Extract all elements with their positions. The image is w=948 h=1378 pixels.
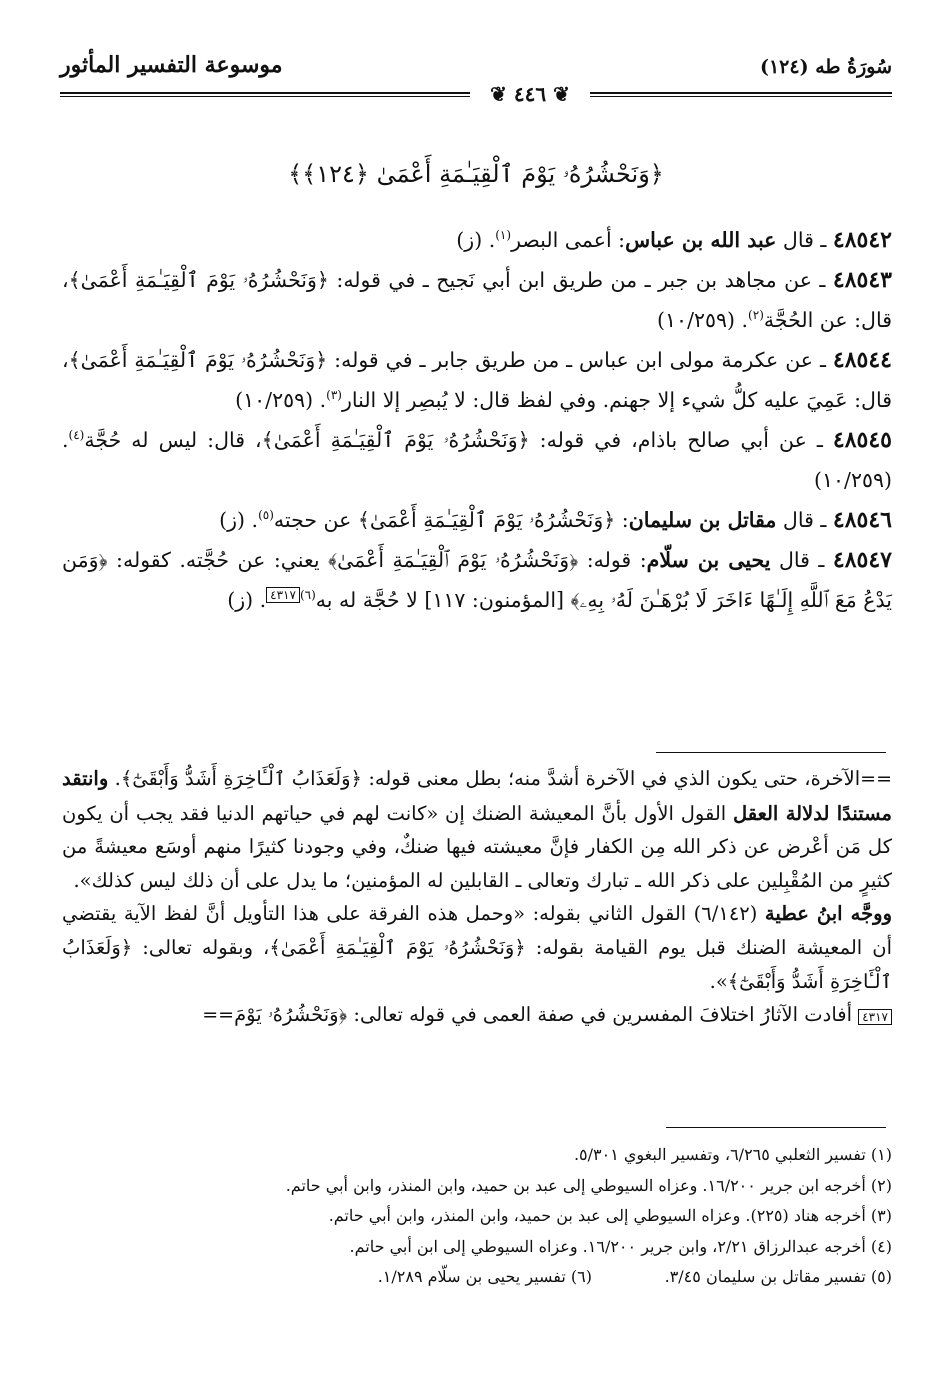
narration-entry bbox=[62, 220, 892, 260]
narration-source: . (١٠/٢٥٩) bbox=[235, 388, 327, 412]
page-number-text: ٤٤٦ bbox=[513, 82, 547, 106]
narrator-name: مقاتل بن سليمان bbox=[628, 508, 777, 532]
narration-number: ٤٨٥٤٤ bbox=[832, 347, 892, 373]
narrator-name: عبد الله بن عباس bbox=[625, 228, 777, 252]
footnote: (٥) تفسير مقاتل بن سليمان ٣/٤٥. bbox=[664, 1267, 892, 1286]
verse-heading: ﴿وَنَحْشُرُهُۥ يَوْمَ ٱلْقِيَـٰمَةِ أَعْمَىٰ ﴿١٢٤﴾﴾ bbox=[288, 160, 664, 188]
footnote-marker[interactable]: (٢) bbox=[748, 308, 764, 323]
footnote: (٦) تفسير يحيى بن سلّام ١/٢٨٩. bbox=[377, 1267, 592, 1286]
narration-text: : قوله: ﴿وَنَحْشُرُهُۥ يَوْمَ ٱلْقِيَـٰمَةِ أَعْمَىٰ﴾ يعني: عن حُجَّته. كقوله: ﴿وَمَن يَدْعُ مَعَ ٱللَّهِ إِلَـٰهًا ءَاخَرَ لَا بُرْهَـٰنَ لَهُۥ بِهِۦ﴾ [المؤمنون: ١١٧] لا حُجَّة له به bbox=[62, 548, 892, 612]
narration-entry bbox=[62, 500, 892, 540]
footnote-marker[interactable]: (٥) bbox=[258, 508, 274, 523]
ornament-icon: ❦ bbox=[490, 82, 514, 106]
narration-text: ـ قال bbox=[770, 548, 833, 572]
page-number bbox=[470, 82, 590, 106]
commentary-paragraph bbox=[62, 998, 892, 1033]
footnote: (١) تفسير الثعلبي ٦/٢٦٥، وتفسير البغوي ٥/٣٠١. bbox=[573, 1145, 892, 1164]
narrations bbox=[62, 220, 892, 620]
narration-source: . (١٠/٢٥٩) bbox=[657, 308, 749, 332]
narrator-name: يحيى بن سلّام bbox=[646, 548, 771, 572]
ornament-icon: ❦ bbox=[546, 82, 570, 106]
narration-source: . (ز) bbox=[219, 508, 259, 532]
narration-number: ٤٨٥٤٢ bbox=[832, 227, 892, 253]
book-title: موسوعة التفسير المأثور bbox=[60, 52, 283, 78]
narration-number: ٤٨٥٤٦ bbox=[832, 507, 892, 533]
narration-entry bbox=[62, 340, 892, 420]
footnote-marker[interactable]: (٣) bbox=[326, 388, 342, 403]
footnotes bbox=[62, 1140, 892, 1293]
narration-number: ٤٨٥٤٧ bbox=[832, 547, 892, 573]
commentary-paragraph bbox=[62, 762, 892, 897]
narration-text: ـ قال bbox=[776, 508, 833, 532]
commentary-ref-box[interactable]: ٤٣١٧ bbox=[858, 1009, 892, 1025]
footnote: (٢) أخرجه ابن جرير ١٦/٢٠٠. وعزاه السيوطي إلى عبد بن حميد، وابن المنذر، وابن أبي حاتم. bbox=[285, 1175, 892, 1195]
footnote-marker[interactable]: (٦) bbox=[299, 588, 316, 603]
narration-text: ـ عن أبي صالح باذام، في قوله: ﴿وَنَحْشُرُهُۥ يَوْمَ ٱلْقِيَـٰمَةِ أَعْمَىٰ﴾، قال: ليس له حُجَّة bbox=[84, 428, 833, 452]
narration-number: ٤٨٥٤٣ bbox=[832, 267, 892, 293]
commentary-bold: ووجَّه ابنُ عطية bbox=[764, 902, 892, 926]
narration-source: . (١٠/٢٥٩) bbox=[62, 428, 892, 492]
footnote: (٣) أخرجه هناد (٢٢٥). وعزاه السيوطي إلى عبد بن حميد، وابن المنذر، وابن أبي حاتم. bbox=[328, 1206, 892, 1225]
commentary-bold: وانتقد مستندًا لدلالة العقل bbox=[62, 767, 892, 825]
commentary bbox=[62, 762, 892, 1033]
narration-text: ـ قال bbox=[776, 228, 833, 252]
narration-text: ـ عن عكرمة مولى ابن عباس ـ من طريق جابر ـ في قوله: ﴿وَنَحْشُرُهُۥ يَوْمَ ٱلْقِيَـٰمَةِ أَعْمَىٰ﴾، قال: عَمِيَ عليه كلُّ شيء إلا جهنم. وفي لفظ قال: لا يُبصِر إلا النار bbox=[62, 348, 892, 412]
commentary-text: القول الأول بأنَّ المعيشة الضنك إن «كانت لهم في حياتهم الدنيا فقد يجب أن يكون كل مَن أعْرض عن ذكر الله مِن الكفار فإنَّ معيشته فيها ضنكٌ، وفي وجودنا كثيرًا منهم أوسَع معيشةً من كثيرٍ من المُقْبِلين على ذكر الله ـ تبارك وتعالى ـ القابلين له المؤمنين؛ ما يدل على أن ذلك ليس كذلك». bbox=[62, 801, 892, 892]
narration-source: . (ز) bbox=[227, 588, 267, 612]
surah-heading: سُورَةُ طه (١٢٤) bbox=[759, 56, 892, 78]
footnote-marker[interactable]: (٤) bbox=[68, 428, 85, 443]
footnote-row bbox=[62, 1262, 892, 1293]
narration-text: : ﴿وَنَحْشُرُهُۥ يَوْمَ ٱلْقِيَـٰمَةِ أَعْمَىٰ﴾ عن حجته bbox=[273, 508, 629, 532]
footnote-divider bbox=[666, 1127, 886, 1128]
commentary-ref-box[interactable]: ٤٣١٧ bbox=[266, 587, 300, 603]
commentary-text: (٦/١٤٢) القول الثاني بقوله: «وحمل هذه الفرقة على هذا التأويل أنَّ لفظ الآية يقتضي أن المعيشة الضنك قبل يوم القيامة بقوله: ﴿وَنَحْشُرُهُۥ يَوْمَ ٱلْقِيَـٰمَةِ أَعْمَىٰ﴾، وبقوله تعالى: ﴿وَلَعَذَابُ ٱلْـَٔاخِرَةِ أَشَدُّ وَأَبْقَىٰٓ﴾». bbox=[62, 902, 892, 993]
narration-entry bbox=[62, 260, 892, 340]
page-header bbox=[60, 52, 892, 106]
footnote-marker[interactable]: (١) bbox=[495, 228, 512, 243]
footnote: (٤) أخرجه عبدالرزاق ٢/٢١، وابن جرير ١٦/٢٠٠. وعزاه السيوطي إلى ابن أبي حاتم. bbox=[349, 1236, 892, 1256]
narration-entry bbox=[62, 540, 892, 620]
commentary-text: أفادت الآثارُ اختلافَ المفسرين في صفة العمى في قوله تعالى: ﴿وَنَحْشُرُهُۥ يَوْمَ bbox=[234, 1003, 859, 1027]
narration-text: ـ عن مجاهد بن جبر ـ من طريق ابن أبي نَجيح ـ في قوله: ﴿وَنَحْشُرُهُۥ يَوْمَ ٱلْقِيَـٰمَةِ أَعْمَىٰ﴾، قال: عن الحُجَّة bbox=[62, 268, 892, 332]
narration-text: : أعمى البصر bbox=[511, 228, 626, 252]
continuation-mark: == bbox=[202, 1004, 235, 1027]
section-divider bbox=[656, 752, 886, 753]
continuation-mark: == bbox=[860, 768, 892, 790]
narration-entry bbox=[62, 420, 892, 500]
narration-source: . (ز) bbox=[456, 228, 496, 252]
narration-number: ٤٨٥٤٥ bbox=[832, 427, 892, 453]
commentary-paragraph bbox=[62, 897, 892, 998]
commentary-text: الآخرة، حتى يكون الذي في الآخرة أشدَّ منه؛ بطل معنى قوله: ﴿وَلَعَذَابُ ٱلْـَٔاخِرَةِ أَشَدُّ وَأَبْقَىٰٓ﴾. bbox=[108, 767, 861, 790]
